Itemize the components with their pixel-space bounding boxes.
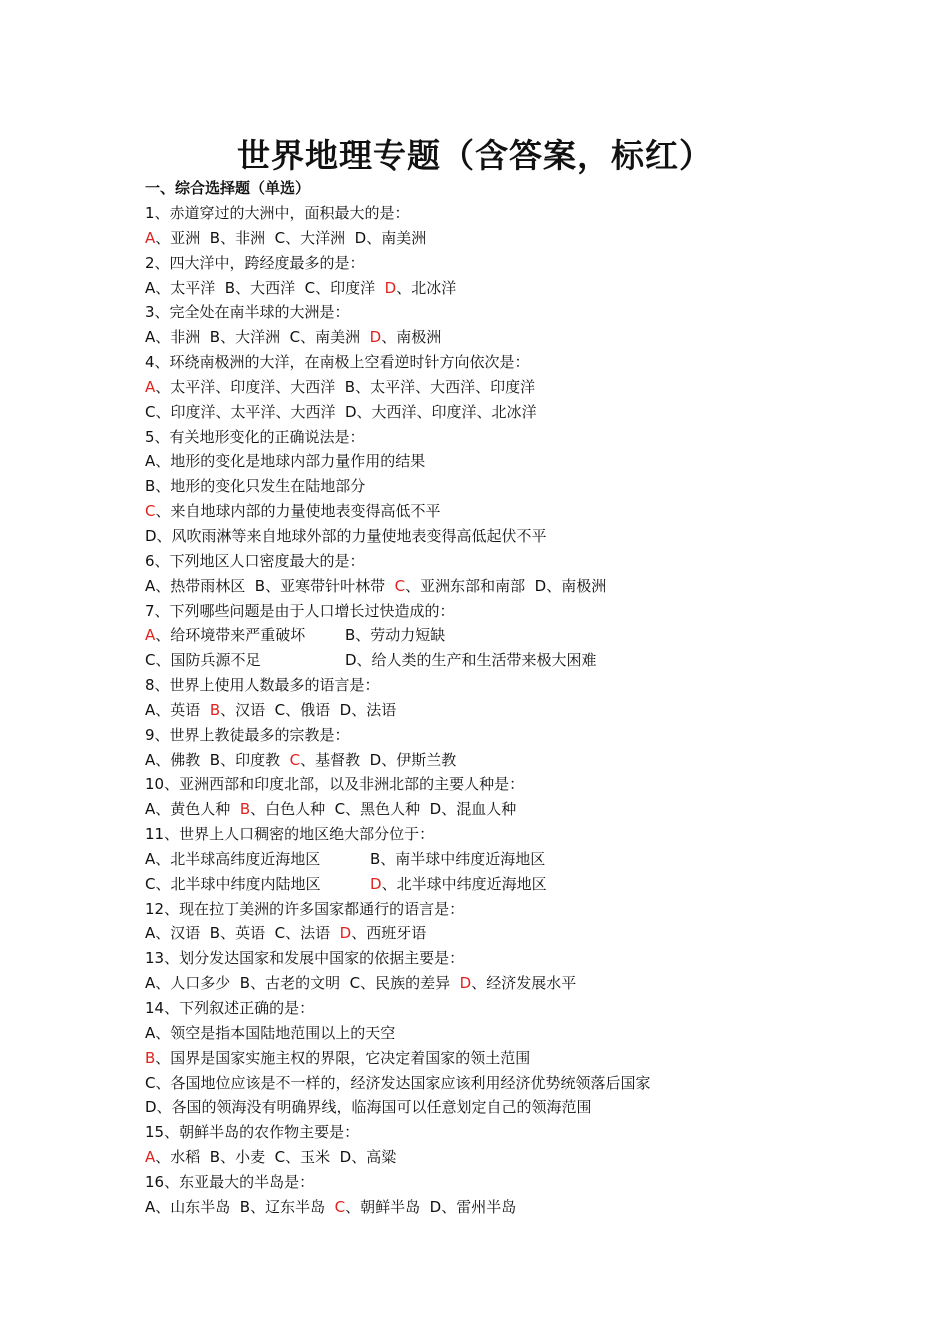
option-text: D、给人类的生产和生活带来极大困难	[345, 651, 597, 670]
option-text: B、南半球中纬度近海地区	[370, 849, 546, 868]
option-right	[370, 872, 547, 897]
options-line	[145, 449, 650, 474]
question-text: 16、东亚最大的半岛是：	[145, 1172, 315, 1191]
options-line	[145, 1145, 650, 1170]
option-text: A、热带雨林区 B、亚寒带针叶林带	[145, 576, 395, 595]
option-text: A、太平洋 B、大西洋 C、印度洋	[145, 278, 385, 297]
options-line	[145, 1071, 650, 1096]
option-text: 、国界是国家实施主权的界限，它决定着国家的领土范围	[155, 1048, 531, 1067]
option-text: D、风吹雨淋等来自地球外部的力量使地表变得高低起伏不平	[145, 526, 547, 545]
option-left	[145, 850, 320, 868]
option-text: A、领空是指本国陆地范围以上的天空	[145, 1023, 396, 1042]
options-line	[145, 499, 650, 524]
answer-marker: B	[239, 800, 251, 819]
options-line	[145, 1095, 650, 1120]
options-line	[145, 276, 650, 301]
options-line	[145, 226, 650, 251]
option-right	[345, 648, 597, 673]
option-text: A、英语	[145, 700, 210, 719]
option-text: C、各国地位应该是不一样的，经济发达国家应该利用经济优势统领落后国家	[145, 1073, 651, 1092]
option-text: 、亚洲东部和南部 D、南极洲	[405, 576, 607, 595]
answer-marker: C	[394, 576, 406, 595]
answer-marker: A	[145, 626, 156, 645]
option-text: A、北半球高纬度近海地区	[145, 849, 321, 868]
option-text: 、经济发展水平	[471, 974, 577, 993]
answer-marker: A	[145, 228, 156, 247]
option-text: 、西班牙语	[351, 924, 427, 943]
options-line	[145, 623, 650, 648]
question-text: 4、环绕南极洲的大洋，在南极上空看逆时针方向依次是：	[145, 353, 530, 372]
question-text: 10、亚洲西部和印度北部，以及非洲北部的主要人种是：	[145, 775, 525, 794]
answer-marker: D	[339, 924, 352, 943]
option-text: A、汉语 B、英语 C、法语	[145, 924, 340, 943]
option-text: B、地形的变化只发生在陆地部分	[145, 477, 366, 496]
option-text: 、来自地球内部的力量使地表变得高低不平	[155, 502, 441, 521]
question-text: 13、划分发达国家和发展中国家的依据主要是：	[145, 949, 465, 968]
option-text: B、劳动力短缺	[345, 626, 446, 645]
option-left	[145, 626, 305, 644]
question-text: 9、世界上教徒最多的宗教是：	[145, 725, 350, 744]
options-line	[145, 797, 650, 822]
answer-marker: D	[459, 974, 472, 993]
question-text: 11、世界上人口稠密的地区绝大部分位于：	[145, 825, 435, 844]
answer-marker: C	[334, 1197, 346, 1216]
answer-marker: D	[370, 874, 382, 893]
options-line	[145, 400, 650, 425]
option-right	[370, 847, 545, 872]
question-text: 1、赤道穿过的大洲中，面积最大的是：	[145, 204, 410, 222]
option-left	[145, 651, 260, 669]
option-text: 、基督教 D、伊斯兰教	[300, 750, 457, 769]
options-line	[145, 698, 650, 723]
question-text: 3、完全处在南半球的大洲是：	[145, 303, 350, 322]
option-text: A、地形的变化是地球内部力量作用的结果	[145, 452, 426, 471]
options-line	[145, 748, 650, 773]
options-line	[145, 921, 650, 946]
option-text: 、北冰洋	[396, 278, 457, 297]
option-text: D、各国的领海没有明确界线，临海国可以任意划定自己的领海范围	[145, 1098, 592, 1117]
page-title: 世界地理专题（含答案，标红）	[237, 136, 713, 175]
options-line	[145, 474, 650, 499]
answer-marker: B	[209, 700, 221, 719]
options-line	[145, 847, 650, 872]
option-text: 、北半球中纬度近海地区	[381, 874, 547, 893]
answer-marker: A	[145, 377, 156, 396]
option-text: 、太平洋、印度洋、大西洋 B、太平洋、大西洋、印度洋	[155, 377, 536, 396]
option-text: A、佛教 B、印度教	[145, 750, 290, 769]
option-text: C、国防兵源不足	[145, 651, 261, 670]
question-text: 5、有关地形变化的正确说法是：	[145, 427, 365, 446]
question-text: 14、下列叙述正确的是：	[145, 999, 315, 1017]
options-line	[145, 648, 650, 673]
option-text: 、南极洲	[381, 328, 442, 347]
question-text: 6、下列地区人口密度最大的是：	[145, 551, 365, 570]
answer-marker: C	[145, 502, 156, 521]
option-text: C、印度洋、太平洋、大西洋 D、大西洋、印度洋、北冰洋	[145, 402, 537, 421]
question-text: 2、四大洋中，跨经度最多的是：	[145, 253, 365, 272]
option-text: A、黄色人种	[145, 800, 240, 819]
option-text: C、北半球中纬度内陆地区	[145, 874, 321, 893]
option-text: 、朝鲜半岛 D、雷州半岛	[345, 1197, 517, 1216]
section-heading: 一、综合选择题（单选）	[145, 179, 311, 197]
option-text: 、亚洲 B、非洲 C、大洋洲 D、南美洲	[155, 228, 427, 247]
option-right	[345, 623, 445, 648]
question-list	[145, 201, 650, 1220]
option-text: 、水稻 B、小麦 C、玉米 D、高粱	[155, 1148, 397, 1167]
option-text: 、给环境带来严重破坏	[155, 626, 306, 645]
option-text: 、汉语 C、俄语 D、法语	[220, 700, 397, 719]
question-text: 12、现在拉丁美洲的许多国家都通行的语言是：	[145, 899, 465, 918]
options-line	[145, 375, 650, 400]
option-text: 、白色人种 C、黑色人种 D、混血人种	[250, 800, 517, 819]
options-line	[145, 1195, 650, 1220]
options-line	[145, 971, 650, 996]
answer-marker: D	[384, 278, 397, 297]
answer-marker: C	[289, 750, 301, 769]
options-line	[145, 1021, 650, 1046]
question-text: 8、世界上使用人数最多的语言是：	[145, 676, 380, 695]
answer-marker: A	[145, 1148, 156, 1167]
question-text: 7、下列哪些问题是由于人口增长过快造成的：	[145, 601, 455, 620]
question-text: 15、朝鲜半岛的农作物主要是：	[145, 1123, 360, 1142]
answer-marker: D	[369, 328, 382, 347]
options-line	[145, 325, 650, 350]
option-text: A、人口多少 B、古老的文明 C、民族的差异	[145, 974, 460, 993]
options-line	[145, 524, 650, 549]
options-line	[145, 574, 650, 599]
options-line	[145, 872, 650, 897]
options-line	[145, 1046, 650, 1071]
answer-marker: B	[145, 1048, 156, 1067]
option-text: A、非洲 B、大洋洲 C、南美洲	[145, 328, 370, 347]
option-left	[145, 875, 320, 893]
option-text: A、山东半岛 B、辽东半岛	[145, 1197, 335, 1216]
